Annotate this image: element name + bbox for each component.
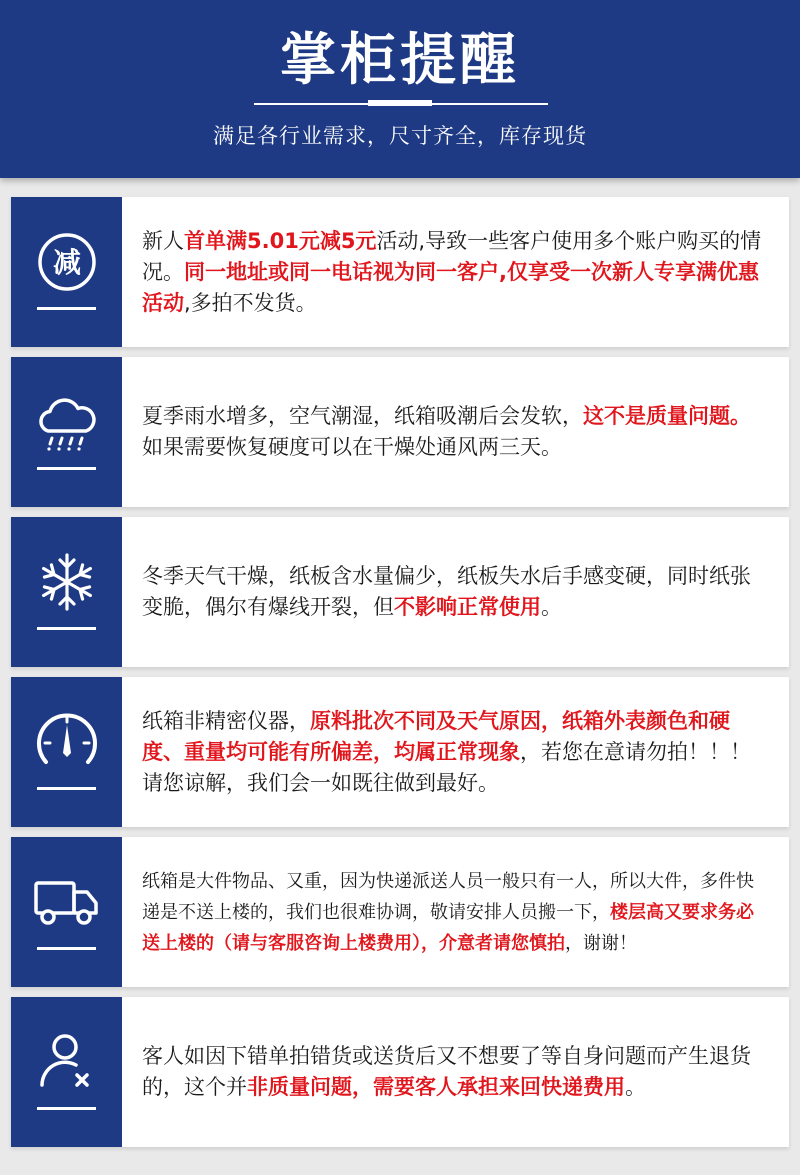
icon-underline [37, 467, 96, 470]
card-text [142, 677, 771, 827]
card-icon-panel [11, 357, 122, 507]
delivery-truck-icon [32, 867, 102, 937]
card-text [142, 837, 771, 987]
text-segment: 纸箱是大件物品、又重，因为快递派送人员一般只有一人，所以大件，多件快递是不送上楼的，我们也很难协调，敬请安排人员搬一下， [142, 870, 754, 923]
discount-jian-icon [32, 227, 102, 297]
card-icon-panel [11, 997, 122, 1147]
text-segment: 冬季天气干燥，纸板含水量偏少，纸板失水后手感变硬，同时纸张变脆，偶尔有爆线开裂，但 [142, 564, 751, 619]
page-title: 掌柜提醒 [280, 28, 520, 93]
card-icon-panel [11, 837, 122, 987]
text-segment: 。 [625, 1075, 646, 1099]
text-segment: 。 [541, 595, 562, 619]
card-text [142, 197, 771, 347]
notice-card-summer [11, 357, 789, 507]
text-segment: 如果需要恢复硬度可以在干燥处通风两三天。 [142, 435, 562, 459]
notice-card-discount [11, 197, 789, 347]
card-icon-panel [11, 517, 122, 667]
title-divider-accent [368, 100, 432, 106]
header-banner [0, 0, 800, 178]
user-remove-icon [32, 1027, 102, 1097]
notice-card-winter [11, 517, 789, 667]
icon-underline [37, 307, 96, 310]
text-segment: 客人如因下错单拍错货或送货后又不想要了等自身问题而产生退货的，这个并 [142, 1044, 751, 1099]
text-segment: ，谢谢！ [565, 932, 637, 954]
notice-card-precision [11, 677, 789, 827]
text-segment: ,多拍不发货。 [184, 290, 317, 315]
text-segment: 纸箱非精密仪器， [142, 708, 310, 733]
icon-underline [37, 787, 96, 790]
highlight-segment: 这不是质量问题。 [583, 404, 751, 428]
icon-text: 减 [52, 246, 82, 279]
highlight-segment: 首单满5.01元减5元 [184, 228, 377, 253]
card-text [142, 357, 771, 507]
highlight-segment: 不影响正常使用 [394, 595, 541, 619]
text-segment: 夏季雨水增多，空气潮湿，纸箱吸潮后会发软， [142, 404, 583, 428]
text-segment: 新人 [142, 228, 184, 253]
notice-card-returns [11, 997, 789, 1147]
icon-underline [37, 947, 96, 950]
highlight-segment: 同一地址或同一电话视为同一客户,仅享受一次新人专享满优惠活动 [142, 259, 759, 315]
card-text [142, 997, 771, 1147]
highlight-segment: 楼层高又要求务必送上楼的（请与客服咨询上楼费用），介意者请您慎拍 [142, 901, 754, 954]
icon-underline [37, 627, 96, 630]
icon-underline [37, 1107, 96, 1110]
gauge-icon [32, 707, 102, 777]
rain-cloud-icon [32, 387, 102, 457]
snowflake-icon [32, 547, 102, 617]
notice-card-delivery [11, 837, 789, 987]
card-icon-panel [11, 197, 122, 347]
highlight-segment: 非质量问题，需要客人承担来回快递费用 [247, 1075, 625, 1099]
card-text [142, 517, 771, 667]
highlight-segment: 原料批次不同及天气原因，纸箱外表颜色和硬度、重量均可能有所偏差，均属正常现象 [142, 708, 730, 764]
page-subtitle: 满足各行业需求，尺寸齐全，库存现货 [213, 124, 587, 148]
text-segment: 活动,导致一些客户使用多个账户购买的情况。 [142, 228, 762, 284]
text-segment: ，若您在意请勿拍！！！请您谅解，我们会一如既往做到最好。 [142, 739, 751, 795]
card-icon-panel [11, 677, 122, 827]
